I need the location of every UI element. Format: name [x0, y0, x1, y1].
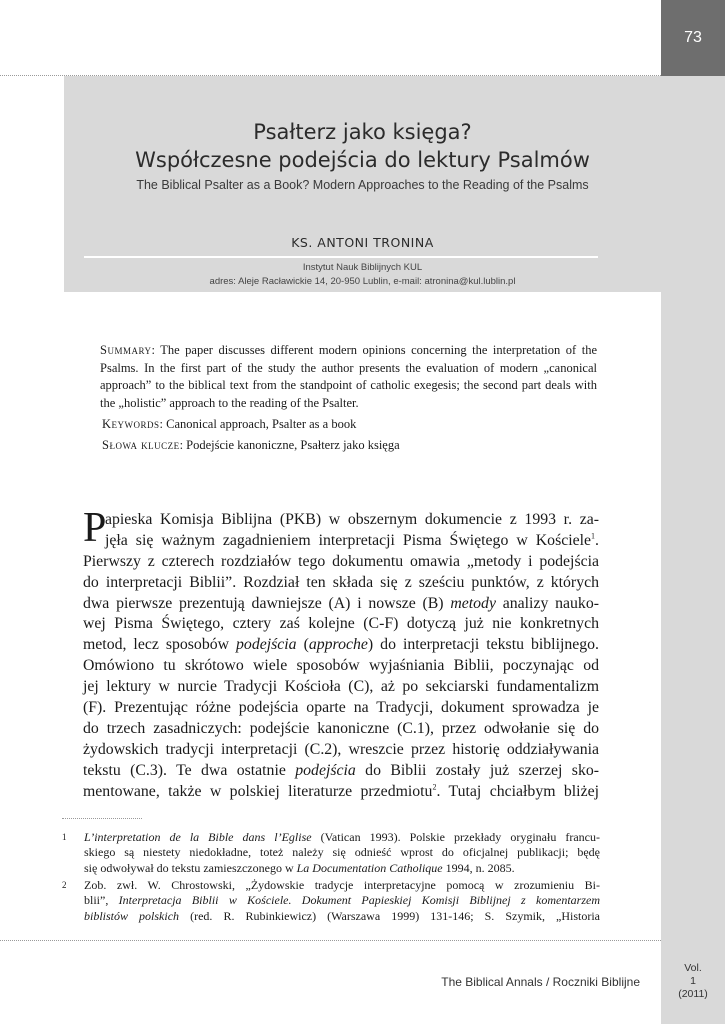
body-line: jęła się ważnym zagadnieniem interpretacji Pisma Świętego w Kościele$^1$. — [105, 531, 599, 549]
summary-paragraph — [100, 342, 597, 412]
volume-number: 1 — [690, 975, 696, 987]
volume-label: Vol. — [684, 962, 702, 974]
article-subtitle: The Biblical Psalter as a Book? Modern Approaches to the Reading of the Psalms — [136, 178, 589, 192]
slowa-klucze-label: Słowa klucze — [102, 438, 180, 452]
page-number-text: 73 — [684, 29, 702, 46]
drop-cap: P — [83, 505, 107, 551]
slowa-klucze-line — [102, 438, 400, 453]
body-line: apieska Komisja Biblijna (PKB) w obszernym dokumencie z 1993 r. za- — [105, 511, 599, 528]
body-line: wej Pisma Świętego, cztery zaś kolejne (C-F) dotyczą już nie konkretnych — [83, 615, 599, 633]
title-line-2: Współczesne podejścia do lektury Psalmów — [135, 148, 590, 172]
journal-name: The Biblical Annals / Roczniki Biblijne — [441, 975, 640, 989]
body-line: tekstu (C.3). Te dwa ostatnie podejścia do Biblii zostały już szerzej sko- — [83, 761, 599, 779]
author-name: KS. ANTONI TRONINA — [291, 235, 434, 250]
article-title — [64, 118, 661, 174]
summary-text: : The paper discusses different modern opinions concerning the interpretation of the Psalms. In the first part of the study the author presents the evaluation of modern „canonical approach” to the biblical text from the standpoint of catholic exegesis; the second part deals with the „holistic” approach to the reading of the Psalter. — [100, 343, 597, 410]
body-line: metod, lecz sposobów podejścia (approche) do interpretacji tekstu biblijnego. — [83, 636, 599, 654]
body-line: Omówiono tu skrótowo wiele sposobów wyjaśniania Biblii, poczynając od — [83, 657, 599, 675]
keywords-line — [102, 417, 356, 432]
body-line: do trzech zasadniczych: podejście kanoniczne (C.1), przez odwołanie się do — [83, 719, 599, 737]
page-number — [661, 0, 725, 76]
keywords-label: Keywords — [102, 417, 160, 431]
bottom-divider — [0, 940, 661, 941]
body-line: mentowane, także w polskiej literaturze przedmiotu$^2$. Tutaj chciałbym bliżej — [83, 782, 599, 800]
author-institute: Instytut Nauk Biblijnych KUL — [302, 262, 423, 273]
title-line-1: Psałterz jako księga? — [253, 120, 472, 144]
body-line: żydowskich tradycji interpretacji (C.2), wreszcie przez historię oddziaływania — [83, 740, 599, 758]
author-rule — [84, 256, 598, 258]
volume-year: (2011) — [678, 988, 708, 1000]
body-line: jej lektury w nurcie Tradycji Kościoła (C), aż po sekciarski fundamentalizm — [83, 678, 599, 696]
footnote-1: 1 L’interpretation de la Bible dans l’Eglise (Vatican 1993). Polskie przekłady oryginału francu- skiego są niestety niedokładne, toteż należy się odnieść wprost do oficjalnej publikacji; będę się odwoływał do tekstu zamieszczonego w La Documentation Catholique 1994, n. 2085. — [62, 830, 600, 875]
body-line: Pierwszy z czterech rozdziałów tego dokumentu omawia „metody i podejścia — [83, 552, 599, 570]
author-address: adres: Aleje Racławickie 14, 20-950 Lublin, e-mail: atronina@kul.lublin.pl — [209, 276, 516, 287]
body-text — [83, 510, 599, 802]
body-line: (F). Prezentując różne podejścia oparte na Tradycji, dokument sprowadza je — [83, 699, 599, 717]
side-margin-band — [661, 0, 725, 1024]
volume-info — [661, 962, 725, 1001]
summary-label: Summary — [100, 343, 152, 357]
body-line: do interpretacji Biblii”. Rozdział ten składa się z sześciu punktów, z których — [83, 573, 599, 591]
footnote-divider — [62, 818, 142, 819]
slowa-klucze-text: : Podejście kanoniczne, Psałterz jako księga — [179, 438, 400, 452]
keywords-text: : Canonical approach, Psalter as a book — [159, 417, 357, 431]
body-line: dwa pierwsze prezentują dawniejsze (A) i nowsze (B) metody analizy nauko- — [83, 594, 599, 612]
footnote-number: 2 — [62, 880, 67, 890]
footnote-number: 1 — [62, 832, 67, 842]
footnote-2: 2 Zob. zwł. W. Chrostowski, „Żydowskie tradycje interpretacyjne pomocą w zrozumieniu Bi- blii”, Interpretacja Biblii w Kościele. Dokument Papieskiej Komisji Biblijnej z komentarzem biblistów polskich (red. R. Rubinkiewicz) (Warszawa 1999) 131-146; S. Szymik, „Historia — [62, 878, 601, 923]
